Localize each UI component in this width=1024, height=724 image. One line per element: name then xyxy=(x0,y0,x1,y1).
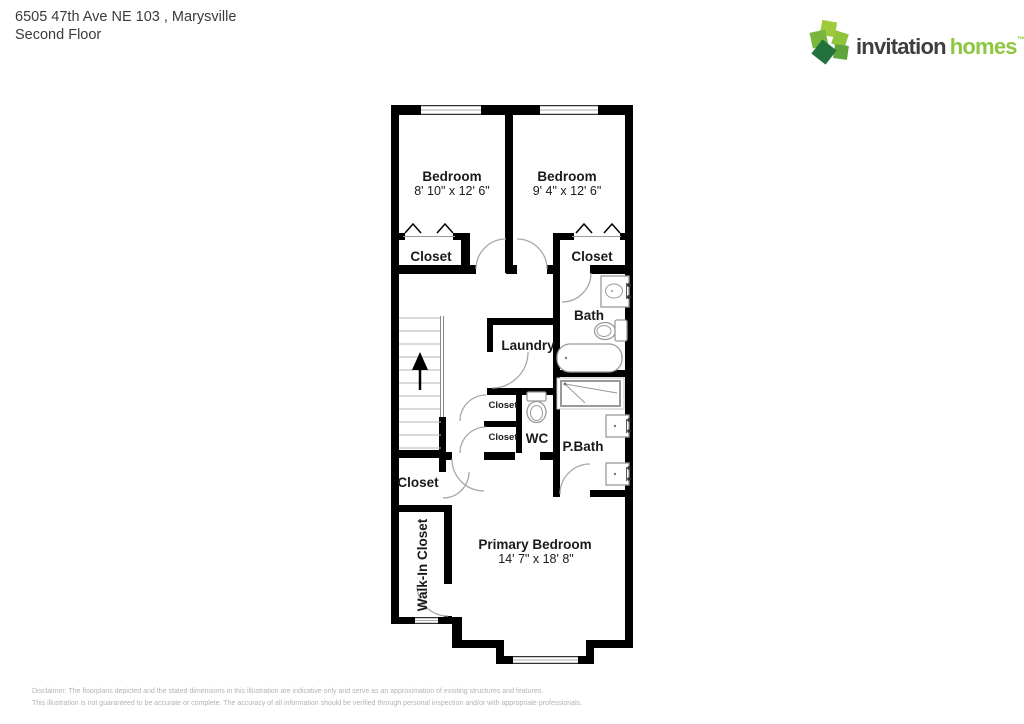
disclaimer-line-1: Disclaimer: The floorplans depicted and the stated dimensions in this illustration are indicative only and serve as an approximation of existing structures and features. xyxy=(32,688,544,695)
wc-toilet xyxy=(527,392,546,423)
room-label-bath: Bath xyxy=(574,308,604,323)
window xyxy=(540,105,598,115)
logo-word-homes: homes xyxy=(949,34,1017,59)
logo-trademark: ™ xyxy=(1016,35,1024,44)
pbath-sink-1 xyxy=(606,415,631,437)
room-dims-bedroom-right: 9' 4" x 12' 6" xyxy=(532,184,602,198)
disclaimer-line-2: This illustration is not guaranteed to be accurate or complete. The accuracy of all information should be verified through personal inspection and/or with appropriate professionals. xyxy=(32,699,583,707)
stairs xyxy=(399,316,444,448)
room-label-closet-mid: Closet xyxy=(397,475,439,490)
floor-line: Second Floor xyxy=(15,26,102,43)
room-label-wc: WC xyxy=(525,431,549,446)
room-dims-bedroom-left: 8' 10" x 12' 6" xyxy=(414,184,490,198)
window xyxy=(421,105,481,115)
room-label-hall-closet-2: Closet xyxy=(488,432,518,443)
disclaimer xyxy=(32,686,582,709)
room-label-walkin-closet: Walk-In Closet xyxy=(415,518,430,612)
room-label-pbath: P.Bath xyxy=(562,439,604,454)
bathtub xyxy=(557,344,622,372)
address-line: 6505 47th Ave NE 103 , Marysville xyxy=(15,9,237,25)
up-arrow-icon xyxy=(412,352,428,390)
window xyxy=(513,656,578,664)
shower xyxy=(557,378,624,409)
room-label-bedroom-right: Bedroom xyxy=(537,169,597,184)
logo-word-invitation: invitation xyxy=(856,34,946,59)
room-label-bedroom-left: Bedroom xyxy=(422,169,482,184)
room-label-primary-bedroom: Primary Bedroom xyxy=(478,537,592,552)
room-label-closet-left: Closet xyxy=(410,249,452,264)
room-dims-primary-bedroom: 14' 7" x 18' 8" xyxy=(498,552,574,566)
room-label-closet-right: Closet xyxy=(571,249,613,264)
bath-toilet xyxy=(595,320,628,341)
room-label-laundry: Laundry xyxy=(501,338,555,353)
room-label-hall-closet-1: Closet xyxy=(488,400,518,411)
bath-sink xyxy=(601,276,631,307)
window xyxy=(415,617,438,624)
pbath-sink-2 xyxy=(606,463,631,485)
